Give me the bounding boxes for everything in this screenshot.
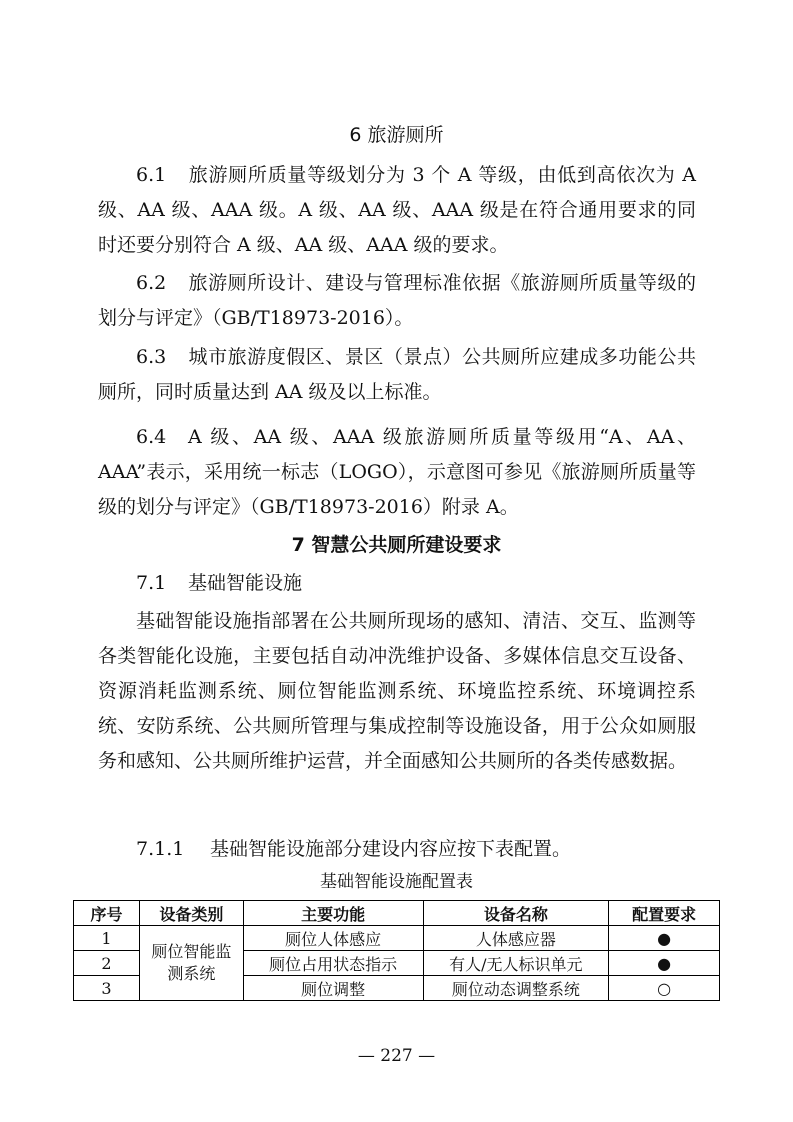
cell-device-name: 人体感应器	[423, 926, 609, 951]
clause-text: 基础智能设施部分建设内容应按下表配置。	[210, 838, 572, 860]
cell-device-name: 厕位动态调整系统	[423, 976, 609, 1001]
clause-title: 基础智能设施	[188, 572, 303, 594]
cell-no: 1	[74, 926, 140, 951]
cell-requirement: ●	[609, 926, 720, 951]
cell-device-name: 有人/无人标识单元	[423, 951, 609, 976]
section-7-heading: 7 智慧公共厕所建设要求	[291, 534, 502, 556]
clause-number: 6.2	[136, 272, 167, 294]
clause-text: 旅游厕所质量等级划分为 3 个 A 等级，由低到高依次为 A 级、AA 级、AAA 级。A 级、AA 级、AAA 级是在符合通用要求的同时还要分别符合 A 级、AA 级、AAA 级的要求。	[98, 164, 696, 256]
subsection-7-1-heading	[98, 566, 696, 601]
header-category: 设备类别	[139, 901, 243, 926]
header-device-name: 设备名称	[423, 901, 609, 926]
table-header-row	[74, 901, 720, 926]
cell-no: 3	[74, 976, 140, 1001]
cell-function: 厕位调整	[243, 976, 423, 1001]
clause-number: 7.1	[136, 572, 167, 594]
clause-number: 6.3	[136, 346, 167, 368]
header-no: 序号	[74, 901, 140, 926]
paragraph-6-3	[98, 340, 696, 410]
header-function: 主要功能	[243, 901, 423, 926]
cell-requirement: ●	[609, 951, 720, 976]
clause-number: 6.4	[136, 426, 167, 448]
table-row	[74, 926, 720, 951]
cell-function: 厕位占用状态指示	[243, 951, 423, 976]
clause-text: 旅游厕所设计、建设与管理标准依据《旅游厕所质量等级的划分与评定》（GB/T18973-2016）。	[98, 272, 696, 329]
clause-text: 基础智能设施指部署在公共厕所现场的感知、清洁、交互、监测等各类智能化设施，主要包括自动冲洗维护设备、多媒体信息交互设备、资源消耗监测系统、厕位智能监测系统、环境监控系统、环境调控系统、安防系统、公共厕所管理与集成控制等设施设备，用于公众如厕服务和感知、公共厕所维护运营，并全面感知公共厕所的各类传感数据。	[98, 610, 696, 772]
page-number: — 227 —	[357, 1046, 436, 1066]
clause-text: A 级、AA 级、AAA 级旅游厕所质量等级用“A、AA、AAA”表示，采用统一标志（LOGO），示意图可参见《旅游厕所质量等级的划分与评定》（GB/T18973-2016）附录 A。	[98, 426, 696, 518]
header-requirement: 配置要求	[609, 901, 720, 926]
clause-number: 7.1.1	[136, 838, 185, 860]
paragraph-7-1	[98, 604, 696, 779]
cell-requirement: ○	[609, 976, 720, 1001]
clause-text: 城市旅游度假区、景区（景点）公共厕所应建成多功能公共厕所，同时质量达到 AA 级及以上标准。	[98, 346, 696, 403]
paragraph-6-2	[98, 266, 696, 336]
clause-number: 6.1	[136, 164, 167, 186]
cell-category	[139, 926, 243, 1001]
paragraph-6-4	[98, 420, 696, 525]
section-6-heading: 6 旅游厕所	[349, 124, 444, 146]
category-text: 厕位智能监测系统	[151, 942, 232, 983]
table-caption: 基础智能设施配置表	[320, 872, 473, 892]
cell-no: 2	[74, 951, 140, 976]
paragraph-7-1-1	[98, 832, 696, 867]
paragraph-6-1	[98, 158, 696, 263]
cell-function: 厕位人体感应	[243, 926, 423, 951]
config-table	[73, 900, 720, 1001]
